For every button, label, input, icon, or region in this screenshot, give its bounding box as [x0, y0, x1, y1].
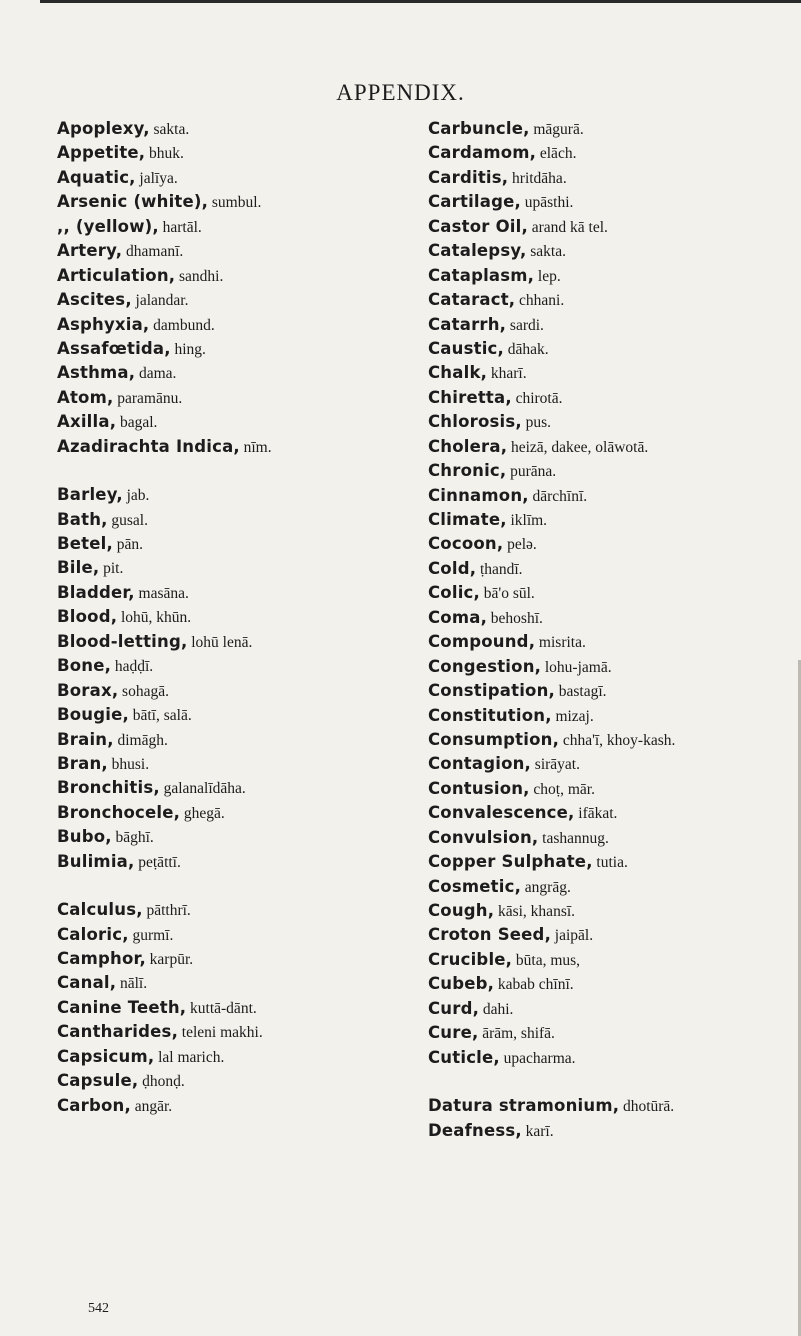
glossary-term: Calculus,: [57, 900, 143, 920]
glossary-term: Cataplasm,: [428, 265, 535, 285]
glossary-meaning: māgurā.: [533, 121, 584, 138]
glossary-term: Consumption,: [428, 729, 560, 749]
glossary-term: Carditis,: [428, 167, 509, 187]
glossary-entry: [57, 508, 417, 532]
glossary-term: Borax,: [57, 680, 119, 700]
glossary-entry: [57, 117, 417, 141]
glossary-entry: [428, 801, 800, 825]
glossary-term: Apoplexy,: [57, 119, 150, 138]
glossary-meaning: jaipāl.: [554, 927, 594, 945]
glossary-term: Caloric,: [57, 924, 129, 944]
glossary-meaning: nīm.: [243, 438, 272, 456]
glossary-entry: [57, 1045, 417, 1069]
glossary-term: Constitution,: [428, 705, 552, 725]
glossary-term: Bulimia,: [57, 851, 135, 871]
glossary-meaning: ḍhonḍ.: [142, 1073, 185, 1091]
glossary-entry: [57, 654, 417, 678]
glossary-meaning: sakta.: [153, 121, 190, 138]
glossary-meaning: dārchīnī.: [532, 487, 588, 505]
glossary-meaning: bhusi.: [111, 755, 150, 773]
glossary-entry: [428, 264, 800, 288]
glossary-term: Capsicum,: [57, 1046, 155, 1066]
glossary-entry: [428, 972, 800, 996]
glossary-meaning: dimāgh.: [117, 731, 168, 749]
glossary-meaning: sohagā.: [122, 682, 169, 700]
glossary-term: Coma,: [428, 607, 488, 627]
glossary-term: Chlorosis,: [428, 412, 522, 432]
glossary-term: Barley,: [57, 485, 123, 505]
glossary-entry: [57, 141, 417, 165]
glossary-entry: [57, 288, 417, 312]
glossary-meaning: ārām, shifā.: [482, 1025, 555, 1043]
glossary-entry: [57, 264, 417, 288]
glossary-entry: [428, 508, 800, 532]
glossary-entry: [428, 606, 800, 630]
glossary-meaning: iklīm.: [510, 512, 548, 529]
glossary-meaning: sakta.: [530, 243, 566, 261]
glossary-meaning: karī.: [525, 1122, 554, 1140]
glossary-term: Cataract,: [428, 290, 516, 310]
glossary-meaning: teleni makhi.: [181, 1024, 263, 1042]
glossary-term: Blood,: [57, 607, 118, 627]
glossary-meaning: sumbul.: [211, 194, 262, 212]
glossary-entry: [428, 752, 800, 776]
glossary-entry: [57, 532, 417, 556]
glossary-meaning: masāna.: [138, 584, 189, 602]
glossary-entry: [57, 850, 417, 874]
glossary-entry: [57, 410, 417, 434]
glossary-entry: [428, 630, 800, 654]
glossary-entry: [428, 337, 800, 361]
glossary-entry: [428, 581, 800, 605]
glossary-term: Catalepsy,: [428, 241, 527, 261]
right-column: [428, 117, 800, 1143]
glossary-entry: [57, 386, 417, 410]
glossary-meaning: pātthrī.: [146, 902, 191, 920]
glossary-meaning: sandhi.: [179, 267, 224, 285]
glossary-entry: [57, 556, 417, 580]
glossary-term: Bubo,: [57, 827, 112, 847]
glossary-entry: [428, 557, 800, 581]
glossary-term: Cold,: [428, 558, 477, 578]
glossary-meaning: hartāl.: [162, 218, 202, 236]
glossary-entry: [428, 386, 800, 410]
glossary-term: Carbuncle,: [428, 119, 530, 138]
glossary-term: Chronic,: [428, 461, 507, 481]
glossary-term: Cocoon,: [428, 534, 504, 554]
glossary-meaning: dāhak.: [507, 340, 549, 358]
glossary-term: Cinnamon,: [428, 485, 529, 505]
glossary-entry: [57, 996, 417, 1020]
glossary-term: Atom,: [57, 387, 114, 407]
glossary-term: Convulsion,: [428, 827, 539, 847]
glossary-term: Blood-letting,: [57, 631, 188, 651]
glossary-entry: [57, 679, 417, 703]
glossary-meaning: būta, mus,: [515, 951, 581, 969]
glossary-meaning: kharī.: [490, 365, 527, 383]
glossary-entry: [428, 288, 800, 312]
glossary-term: Bladder,: [57, 582, 135, 602]
glossary-meaning: pit.: [103, 560, 124, 578]
glossary-meaning: choṭ, mār.: [533, 780, 595, 798]
glossary-meaning: ghegā.: [183, 804, 225, 822]
glossary-term: Ascites,: [57, 290, 132, 310]
glossary-term: Carbon,: [57, 1095, 131, 1115]
left-column: [57, 117, 417, 1118]
glossary-meaning: arand kā tel.: [531, 218, 608, 236]
glossary-term: Crucible,: [428, 949, 513, 969]
glossary-entry: [57, 361, 417, 385]
glossary-term: Canal,: [57, 973, 117, 993]
page-number: 542: [88, 1301, 109, 1316]
glossary-meaning: sardi.: [509, 316, 544, 334]
glossary-term: Cure,: [428, 1023, 479, 1043]
glossary-meaning: peṭāttī.: [138, 853, 181, 871]
glossary-meaning: nālī.: [120, 975, 148, 993]
glossary-term: Chiretta,: [428, 387, 512, 407]
glossary-meaning: elāch.: [539, 145, 577, 163]
glossary-meaning: paramānu.: [117, 389, 183, 407]
glossary-entry: [57, 581, 417, 605]
glossary-entry: [428, 215, 800, 239]
glossary-meaning: heizā, dakee, olāwotā.: [510, 438, 649, 456]
glossary-meaning: upacharma.: [503, 1049, 576, 1067]
glossary-entry: [428, 313, 800, 337]
glossary-entry: [428, 117, 800, 141]
glossary-entry: [428, 875, 800, 899]
glossary-entry: [428, 655, 800, 679]
glossary-entry: [57, 1069, 417, 1093]
glossary-entry: [57, 190, 417, 214]
glossary-meaning: lal marich.: [158, 1048, 225, 1066]
glossary-term: Cartilage,: [428, 192, 521, 212]
glossary-meaning: hing.: [174, 340, 206, 358]
glossary-entry: [57, 1020, 417, 1044]
glossary-term: Asthma,: [57, 363, 136, 383]
glossary-term: Castor Oil,: [428, 216, 528, 236]
glossary-term: Cardamom,: [428, 143, 537, 163]
glossary-entry: [428, 948, 800, 972]
glossary-term: Compound,: [428, 632, 536, 652]
glossary-term: Chalk,: [428, 363, 488, 383]
glossary-entry: [428, 166, 800, 190]
glossary-term: Camphor,: [57, 949, 146, 968]
glossary-entry: [428, 239, 800, 263]
glossary-term: Bone,: [57, 656, 112, 676]
glossary-entry: [428, 1046, 800, 1070]
glossary-term: Cantharides,: [57, 1022, 179, 1042]
glossary-entry: [57, 337, 417, 361]
glossary-meaning: chhani.: [519, 292, 565, 310]
glossary-term: Azadirachta Indica,: [57, 436, 240, 456]
glossary-entry: [57, 971, 417, 995]
glossary-entry: [428, 190, 800, 214]
glossary-meaning: bātī, salā.: [132, 707, 192, 725]
glossary-term: Bronchocele,: [57, 802, 181, 822]
glossary-meaning: gusal.: [111, 511, 148, 529]
glossary-term: Betel,: [57, 534, 113, 553]
glossary-meaning: galanalīdāha.: [163, 780, 246, 798]
glossary-meaning: lohū, khūn.: [120, 609, 192, 627]
glossary-meaning: lohū lenā.: [191, 633, 253, 651]
glossary-term: Convalescence,: [428, 803, 575, 823]
glossary-meaning: dahi.: [482, 1000, 514, 1018]
glossary-term: Capsule,: [57, 1071, 139, 1091]
glossary-entry: [428, 826, 800, 850]
glossary-meaning: bhuk.: [149, 145, 184, 163]
glossary-entry: [57, 239, 417, 263]
top-border-rule: [40, 0, 801, 3]
glossary-entry: [57, 630, 417, 654]
glossary-term: Bran,: [57, 753, 108, 773]
glossary-term: Croton Seed,: [428, 925, 552, 945]
glossary-meaning: kuttā-dānt.: [190, 999, 257, 1017]
glossary-entry: [428, 1021, 800, 1045]
glossary-meaning: chha'ī, khoy-kash.: [562, 731, 676, 749]
glossary-term: Curd,: [428, 998, 480, 1018]
glossary-meaning: jab.: [126, 487, 150, 505]
glossary-term: Catarrh,: [428, 314, 507, 334]
glossary-term: Cholera,: [428, 436, 508, 456]
glossary-meaning: chirotā.: [515, 389, 563, 407]
glossary-entry: [57, 801, 417, 825]
glossary-meaning: ṭhandī.: [479, 560, 523, 578]
glossary-term: Articulation,: [57, 265, 176, 285]
glossary-meaning: kabab chīnī.: [497, 976, 574, 994]
glossary-term: Datura stramonium,: [428, 1096, 620, 1116]
glossary-term: Cosmetic,: [428, 876, 522, 896]
glossary-meaning: upāsthi.: [524, 194, 574, 212]
glossary-meaning: hritdāha.: [512, 169, 567, 187]
glossary-entry: [57, 1094, 417, 1118]
glossary-meaning: jalīya.: [139, 169, 178, 187]
glossary-meaning: pus.: [525, 414, 552, 432]
glossary-entry: [428, 777, 800, 801]
glossary-meaning: purāna.: [510, 463, 557, 481]
glossary-entry: [428, 484, 800, 508]
glossary-term: Arsenic (white),: [57, 192, 209, 212]
glossary-entry: [428, 923, 800, 947]
glossary-entry: [428, 850, 800, 874]
glossary-term: Deafness,: [428, 1120, 522, 1140]
glossary-meaning: misrita.: [538, 634, 586, 652]
glossary-meaning: haḍḍī.: [114, 658, 154, 676]
glossary-entry: [428, 1094, 800, 1118]
glossary-entry: [57, 703, 417, 727]
glossary-entry: [428, 997, 800, 1021]
glossary-entry: [57, 752, 417, 776]
glossary-meaning: dambund.: [153, 316, 215, 334]
glossary-term: Contusion,: [428, 778, 530, 798]
glossary-meaning: behoshī.: [490, 609, 543, 627]
glossary-meaning: mizaj.: [555, 707, 594, 725]
glossary-meaning: gurmī.: [132, 926, 174, 944]
glossary-meaning: jalandar.: [135, 292, 189, 310]
glossary-entry: [57, 947, 417, 971]
glossary-entry: [57, 923, 417, 947]
glossary-meaning: ifākat.: [578, 805, 618, 823]
glossary-meaning: angār.: [134, 1097, 173, 1115]
glossary-term: Constipation,: [428, 681, 555, 701]
glossary-term: Assafœtida,: [57, 338, 171, 358]
glossary-meaning: dhamanī.: [126, 243, 184, 261]
glossary-entry: [428, 1119, 800, 1143]
glossary-term: Colic,: [428, 583, 481, 603]
glossary-meaning: bastagī.: [558, 683, 607, 701]
glossary-entry: [57, 313, 417, 337]
glossary-entry: [428, 141, 800, 165]
glossary-entry: [428, 410, 800, 434]
glossary-meaning: tashannug.: [542, 829, 609, 847]
glossary-meaning: angrāg.: [524, 878, 571, 896]
glossary-term: Asphyxia,: [57, 314, 150, 334]
glossary-term: ,, (yellow),: [57, 216, 159, 236]
glossary-meaning: pān.: [116, 536, 143, 553]
glossary-meaning: kāsi, khansī.: [497, 903, 576, 920]
glossary-entry: [57, 605, 417, 629]
glossary-entry: [428, 435, 800, 459]
glossary-entry: [428, 532, 800, 556]
glossary-meaning: lep.: [537, 267, 561, 285]
glossary-meaning: bāghī.: [115, 829, 154, 847]
glossary-term: Copper Sulphate,: [428, 852, 593, 872]
glossary-entry: [428, 899, 800, 923]
glossary-entry: [428, 361, 800, 385]
glossary-term: Axilla,: [57, 412, 117, 432]
glossary-term: Contagion,: [428, 754, 532, 774]
glossary-entry: [57, 728, 417, 752]
page-title: APPENDIX.: [336, 80, 465, 105]
glossary-entry: [57, 825, 417, 849]
glossary-meaning: dama.: [138, 365, 177, 383]
glossary-term: Appetite,: [57, 143, 146, 163]
glossary-term: Canine Teeth,: [57, 997, 187, 1017]
glossary-meaning: sirāyat.: [534, 756, 580, 774]
glossary-entry: [428, 679, 800, 703]
glossary-entry: [428, 728, 800, 752]
glossary-meaning: bagal.: [119, 414, 158, 432]
glossary-term: Caustic,: [428, 338, 505, 358]
glossary-term: Climate,: [428, 510, 507, 529]
glossary-meaning: tutia.: [596, 854, 628, 872]
glossary-entry: [428, 459, 800, 483]
glossary-entry: [428, 704, 800, 728]
glossary-entry: [57, 215, 417, 239]
glossary-entry: [57, 435, 417, 459]
glossary-meaning: bā'o sūl.: [483, 585, 535, 603]
glossary-term: Cuticle,: [428, 1047, 500, 1067]
glossary-term: Cubeb,: [428, 974, 495, 994]
glossary-meaning: pelə.: [507, 536, 537, 554]
glossary-term: Artery,: [57, 241, 123, 261]
glossary-entry: [57, 776, 417, 800]
glossary-term: Brain,: [57, 729, 114, 749]
glossary-term: Bile,: [57, 558, 100, 578]
glossary-term: Aquatic,: [57, 167, 136, 187]
glossary-meaning: karpūr.: [149, 951, 194, 968]
glossary-term: Bougie,: [57, 705, 129, 725]
glossary-entry: [57, 166, 417, 190]
glossary-meaning: dhotūrā.: [622, 1098, 675, 1116]
glossary-term: Bronchitis,: [57, 778, 160, 798]
glossary-entry: [57, 898, 417, 922]
glossary-term: Congestion,: [428, 656, 542, 676]
glossary-term: Cough,: [428, 901, 495, 920]
glossary-meaning: lohu-jamā.: [544, 658, 612, 676]
glossary-entry: [57, 483, 417, 507]
glossary-term: Bath,: [57, 509, 108, 529]
